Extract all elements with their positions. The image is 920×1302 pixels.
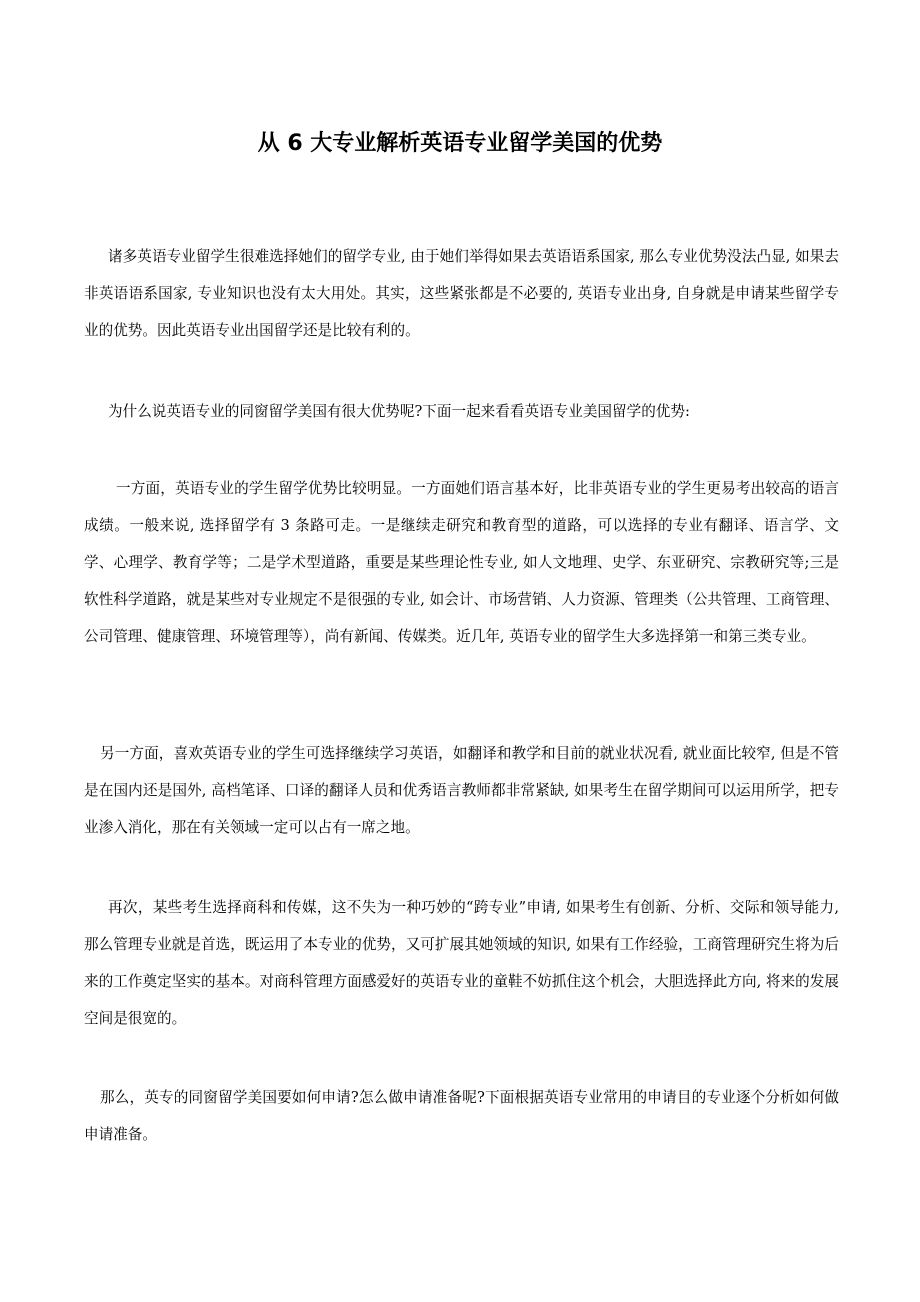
paragraph-first-aspect: 一方面，英语专业的学生留学优势比较明显。一方面她们语言基本好，比非英语专业的学生更易考出较高的语言成绩。一般来说, 选择留学有 3 条路可走。一是继续走研究和教育型的道路，可以选择的专业有翻译、语言学、文学、心理学、教育学等；二是学术型道路，重要是某些理论性专业, 如人文地理、史学、东亚研究、宗教研究等;三是软性科学道路，就是某些对专业规定不是很强的专业, 如会计、市场营销、人力资源、管理类（公共管理、工商管理、公司管理、健康管理、环境管理等），尚有新闻、传媒类。近几年, 英语专业的留学生大多选择第一和第三类专业。 (84, 480, 839, 645)
paragraph-second-aspect: 另一方面，喜欢英语专业的学生可选择继续学习英语，如翻译和教学和目前的就业状况看, 就业面比较窄, 但是不管是在国内还是国外, 高档笔译、口译的翻译人员和优秀语言教师都非常紧缺, 如果考生在留学期间可以运用所学，把专业渗入消化，那在有关领域一定可以占有一席之地。 (84, 745, 839, 836)
paragraph-intro: 诸多英语专业留学生很难选择她们的留学专业, 由于她们举得如果去英语语系国家, 那么专业优势没法凸显, 如果去非英语语系国家, 专业知识也没有太大用处。其实，这些紧张都是不必要的, 英语专业出身, 自身就是申请某些留学专业的优势。因此英语专业出国留学还是比较有利的。 (84, 248, 839, 339)
paragraph-question: 为什么说英语专业的同窗留学美国有很大优势呢?下面一起来看看英语专业美国留学的优势: (108, 403, 690, 420)
paragraph-conclusion: 那么，英专的同窗留学美国要如何申请?怎么做申请准备呢?下面根据英语专业常用的申请目的专业逐个分析如何做申请准备。 (84, 1089, 839, 1143)
paragraph-third-aspect: 再次，某些考生选择商科和传媒，这不失为一种巧妙的“跨专业”申请, 如果考生有创新、分析、交际和领导能力, 那么管理专业就是首选，既运用了本专业的优势，又可扩展其她领域的知识, 如果有工作经验，工商管理研究生将为后来的工作奠定坚实的基本。对商科管理方面感爱好的英语专业的童鞋不妨抓住这个机会，大胆选择此方向, 将来的发展空间是很宽的。 (84, 899, 839, 1027)
document-title: 从 6 大专业解析英语专业留学美国的优势 (257, 131, 663, 156)
